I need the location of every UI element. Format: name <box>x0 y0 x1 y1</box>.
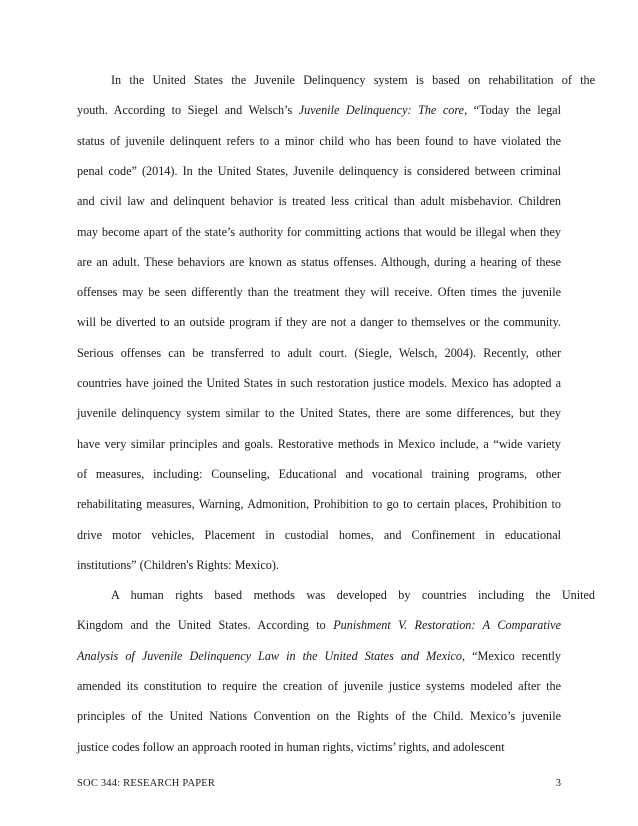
body-line: will be diverted to an outside program if they are not a danger to themselves or the community. <box>77 315 561 330</box>
body-line: Analysis of Juvenile Delinquency Law in the United States and Mexico, “Mexico recently <box>77 648 561 663</box>
body-line: juvenile delinquency system similar to the United States, there are some differences, but they <box>77 406 561 421</box>
body-line: Kingdom and the United States. According to Punishment V. Restoration: A Comparative <box>77 618 561 633</box>
body-line: institutions” (Children's Rights: Mexico). <box>77 557 279 572</box>
body-line: In the United States the Juvenile Delinquency system is based on rehabilitation of the <box>111 73 595 87</box>
body-line: of measures, including: Counseling, Educational and vocational training programs, other <box>77 466 561 481</box>
body-line: principles of the United Nations Convention on the Rights of the Child. Mexico’s juvenile <box>77 709 561 724</box>
body-line: may become apart of the state’s authority for committing actions that would be illegal when they <box>77 224 561 239</box>
body-line: Serious offenses can be transferred to adult court. (Siegle, Welsch, 2004). Recently, other <box>77 345 561 360</box>
body-line: rehabilitating measures, Warning, Admonition, Prohibition to go to certain places, Prohibition to <box>77 497 561 512</box>
body-line: offenses may be seen differently than the treatment they will receive. Often times the juvenile <box>77 285 561 300</box>
page-number: 3 <box>555 778 561 789</box>
body-line: A human rights based methods was developed by countries including the United <box>111 588 595 603</box>
body-line: justice codes follow an approach rooted in human rights, victims’ rights, and adolescent <box>77 739 505 754</box>
body-line: have very similar principles and goals. Restorative methods in Mexico include, a “wide variety <box>77 436 561 451</box>
body-line: amended its constitution to require the creation of juvenile justice systems modeled after the <box>77 679 561 693</box>
body-line: status of juvenile delinquent refers to a minor child who has been found to have violated the <box>77 133 561 148</box>
body-line: are an adult. These behaviors are known as status offenses. Although, during a hearing of these <box>77 254 561 269</box>
body-line: drive motor vehicles, Placement in custodial homes, and Confinement in educational <box>77 527 561 542</box>
body-line: countries have joined the United States in such restoration justice models. Mexico has adopted a <box>77 376 561 390</box>
running-head: SOC 344: RESEARCH PAPER <box>77 778 216 789</box>
body-line: penal code” (2014). In the United States, Juvenile delinquency is considered between criminal <box>77 163 561 178</box>
body-line: youth. According to Siegel and Welsch’s Juvenile Delinquency: The core, “Today the legal <box>77 103 561 118</box>
body-line: and civil law and delinquent behavior is treated less critical than adult misbehavior. Children <box>77 194 561 209</box>
